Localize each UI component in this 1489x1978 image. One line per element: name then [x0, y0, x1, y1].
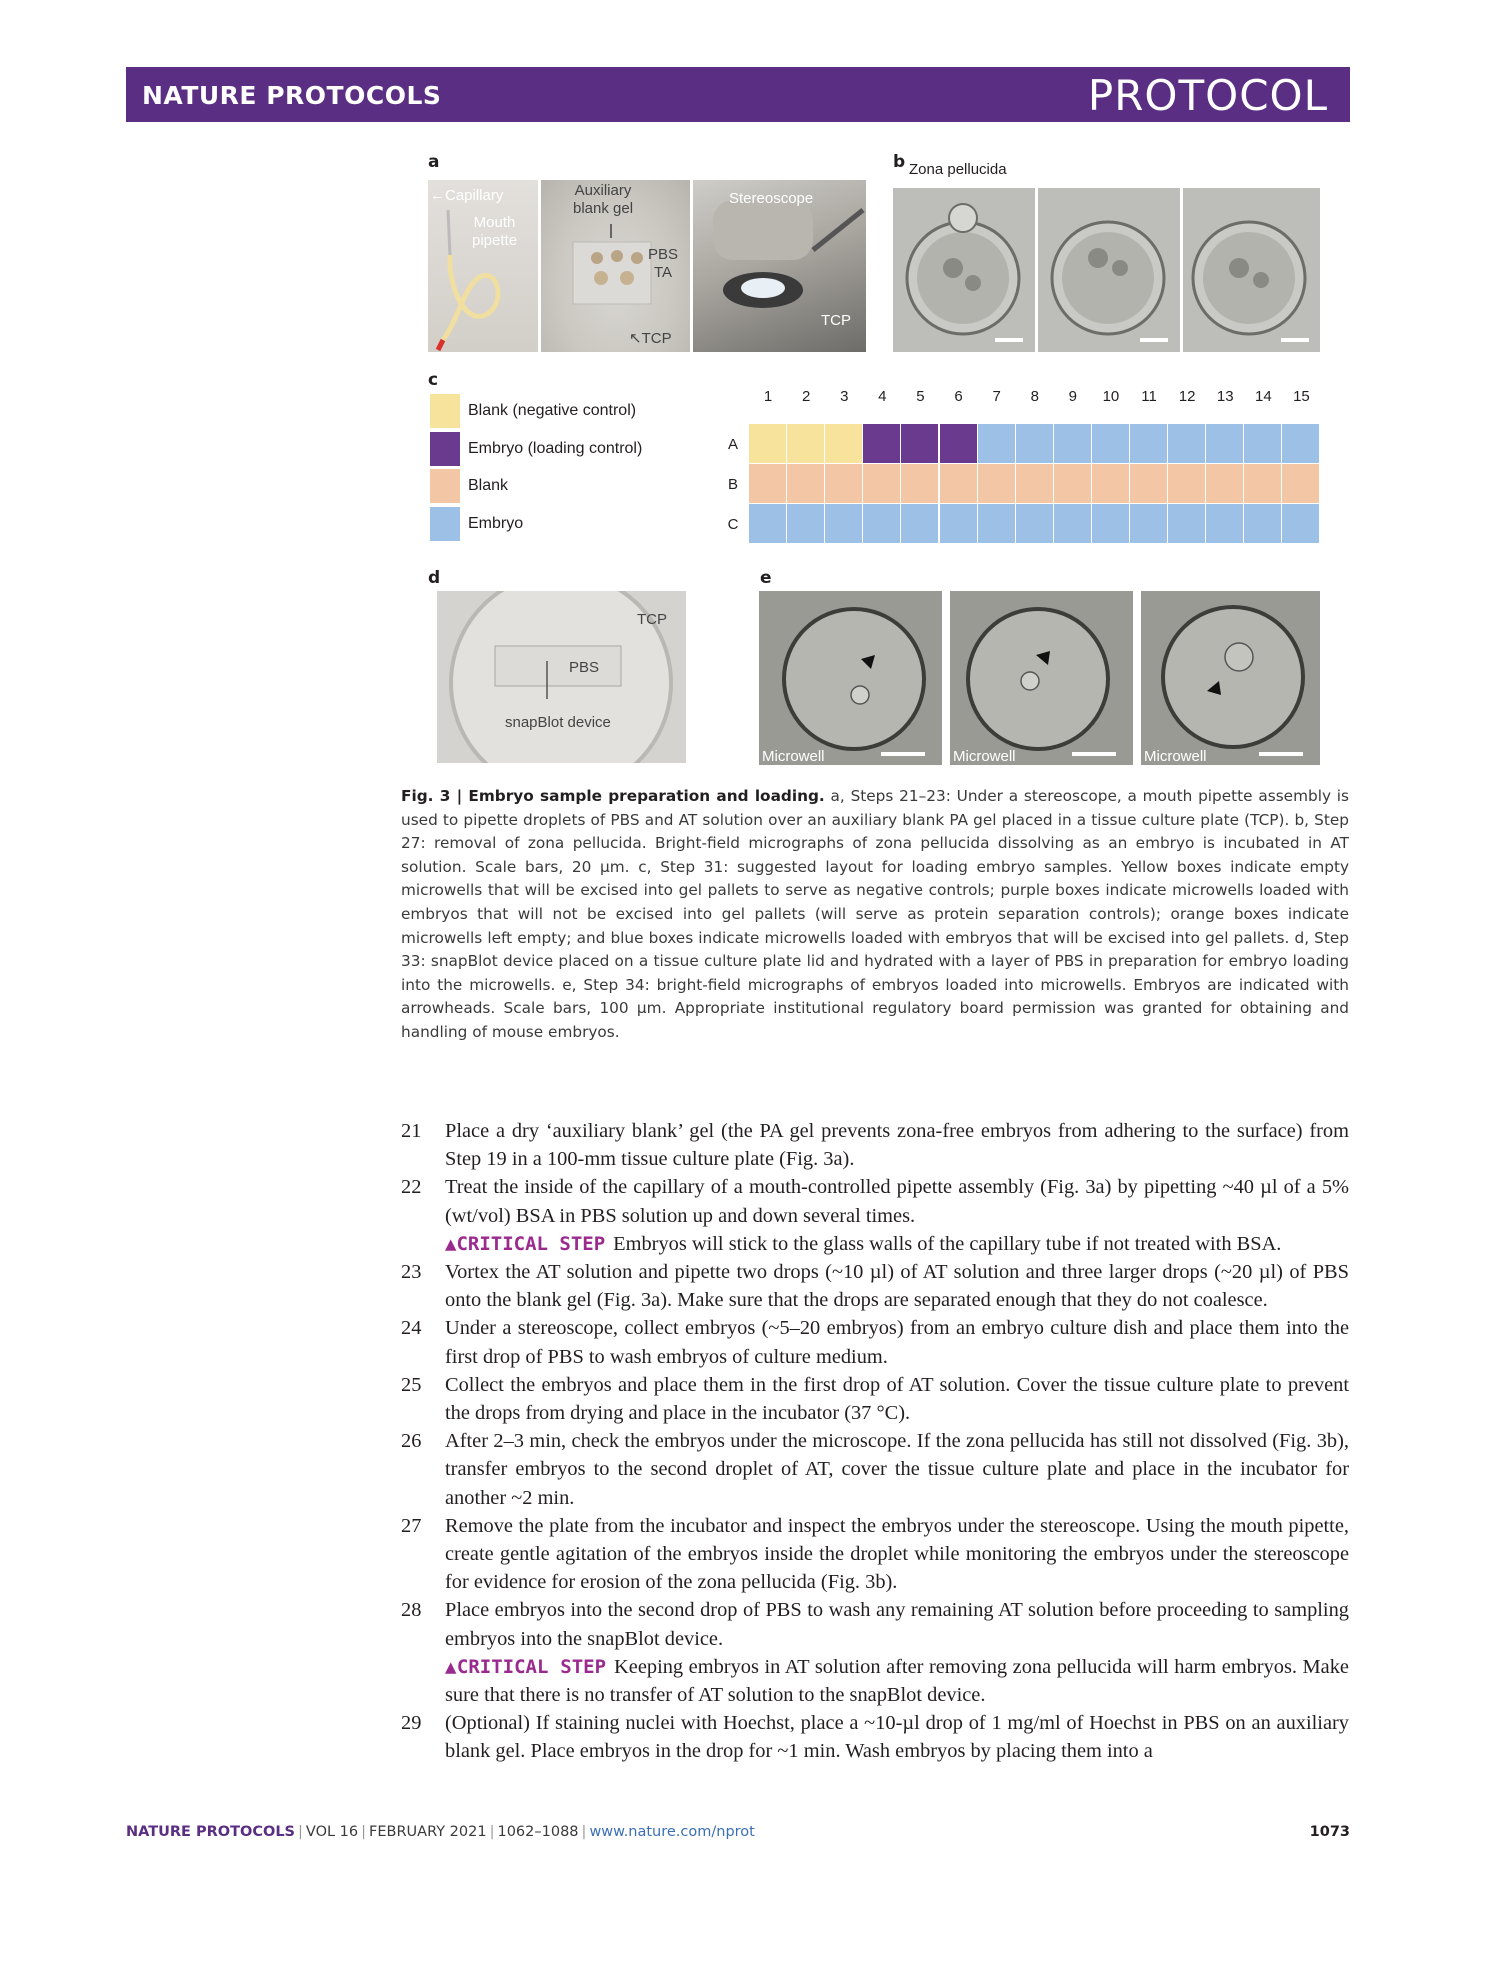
microwell-cell	[1016, 424, 1053, 463]
microwell-cell	[1244, 504, 1281, 543]
scale-bar	[1140, 338, 1168, 342]
procedure-step	[401, 1427, 1349, 1512]
step-text: Vortex the AT solution and pipette two drops (~10 µl) of AT solution and three larger drops (~20 µl) of PBS onto the blank gel (Fig. 3a). Make sure that the drops are separated enough that they do not coalesce.	[445, 1261, 1349, 1312]
microwell-cell	[1244, 464, 1281, 503]
microwell-cell	[749, 504, 786, 543]
procedure-step	[401, 1258, 1349, 1314]
column-number: 15	[1293, 388, 1310, 405]
microwell-cell	[1054, 464, 1091, 503]
microwell-cell	[863, 504, 900, 543]
microwell-cell	[1282, 504, 1319, 543]
step-number: 22	[401, 1176, 422, 1199]
microwell-cell	[940, 504, 977, 543]
step-number: 28	[401, 1599, 422, 1622]
critical-step-text: Embryos will stick to the glass walls of the capillary tube if not treated with BSA.	[613, 1232, 1282, 1255]
figure-caption-text: a, Steps 21–23: Under a stereoscope, a mouth pipette assembly is used to pipette droplets of PBS and AT solution over an auxiliary blank PA gel placed in a tissue culture plate (TCP). b, Step 27: removal of zona pellucida. Bright-field micrographs of zona pellucida dissolving as an embryo is incubated in AT solution. Scale bars, 20 μm. c, Step 31: suggested layout for loading embryo samples. Yellow boxes indicate empty microwells that will be excised into gel pallets to serve as negative controls; purple boxes indicate microwells loaded with embryos that will not be excised into gel pallets (will serve as protein separation controls); orange boxes indicate microwells left empty; and blue boxes indicate microwells loaded with embryos that will be excised into gel pallets. d, Step 33: snapBlot device placed on a tissue culture plate lid and hydrated with a layer of PBS in preparation for embryo loading into the microwells. e, Step 34: bright-field micrographs of embryos loaded into microwells. Embryos are indicated with arrowheads. Scale bars, 100 μm. Appropriate institutional regulatory board permission was granted for obtaining and handling of mouse embryos.	[401, 787, 1349, 1041]
zona-micrograph-3	[1183, 188, 1320, 352]
microwell-cell	[1206, 424, 1243, 463]
column-number: 11	[1141, 388, 1157, 405]
step-number: 23	[401, 1261, 422, 1284]
microwell-cell	[1054, 504, 1091, 543]
step-text: (Optional) If staining nuclei with Hoechst, place a ~10-µl drop of 1 mg/ml of Hoechst in PBS on an auxiliary blank gel. Place embryos in the drop for ~1 min. Wash embryos by placing them into a	[445, 1712, 1349, 1763]
column-number: 2	[801, 388, 811, 405]
microwell-cell	[940, 464, 977, 503]
microwell-cell	[1092, 424, 1129, 463]
step-number: 24	[401, 1317, 422, 1340]
column-number: 5	[916, 388, 925, 405]
legend-swatch	[430, 469, 460, 503]
scale-bar	[995, 338, 1023, 342]
tcp-right-label: TCP	[821, 312, 851, 329]
microwell-cell	[978, 464, 1015, 503]
step-number: 25	[401, 1373, 422, 1396]
microwell-cell	[1282, 424, 1319, 463]
column-number: 4	[878, 388, 887, 405]
microwell-cell	[1130, 504, 1167, 543]
microwell-cell	[1206, 464, 1243, 503]
microwell-cell	[1016, 504, 1053, 543]
microwell-micrograph-3	[1141, 591, 1320, 765]
microwell-cell	[901, 504, 938, 543]
microwell-micrograph-1-drawing	[759, 591, 942, 765]
microwell-micrograph-2-drawing	[950, 591, 1133, 765]
microwell-cell	[825, 464, 862, 503]
step-text: Under a stereoscope, collect embryos (~5–20 embryos) from an embryo culture dish and place them into the first drop of PBS to wash embryos of culture medium.	[445, 1317, 1349, 1368]
mouth-pipette-label: Mouth pipette	[472, 214, 518, 249]
capillary-label: ←Capillary	[430, 187, 504, 204]
snapblot-device-label: snapBlot device	[505, 714, 611, 731]
zona-micrograph-2-drawing	[1038, 188, 1180, 352]
panel-a-letter: a	[428, 152, 440, 172]
column-number: 9	[1068, 388, 1078, 405]
microwell-cell	[1130, 424, 1167, 463]
microwell-cell	[1244, 424, 1281, 463]
figure-caption-label: Fig. 3 | Embryo sample preparation and loading.	[401, 787, 825, 805]
tcp-left-label: ↖TCP	[629, 330, 672, 347]
step-text: Treat the inside of the capillary of a mouth-controlled pipette assembly (Fig. 3a) by pipetting ~40 µl of a 5% (wt/vol) BSA in PBS solution up and down several times.	[445, 1176, 1349, 1227]
column-number: 12	[1178, 388, 1196, 405]
procedure-step	[401, 1709, 1349, 1765]
microwell-cell	[787, 504, 824, 543]
step-number: 27	[401, 1514, 422, 1537]
microwell-cell	[1168, 504, 1205, 543]
footer-pages: 1062–1088	[497, 1824, 579, 1840]
microwell-label: Microwell	[762, 748, 825, 765]
legend-label: Blank	[468, 477, 509, 494]
critical-step	[401, 1653, 1349, 1709]
microwell-cell	[1054, 424, 1091, 463]
column-number: 8	[1030, 388, 1039, 405]
auxiliary-gel-label: Auxiliary blank gel	[573, 182, 634, 217]
microwell-cell	[901, 464, 938, 503]
microwell-micrograph-3-drawing	[1141, 591, 1320, 765]
mouth-pipette-drawing	[428, 180, 538, 352]
step-number: 29	[401, 1712, 422, 1735]
pbs-label: PBS	[569, 659, 600, 676]
microwell-cell	[825, 424, 862, 463]
procedure-step	[401, 1117, 1349, 1173]
procedure-step	[401, 1173, 1349, 1229]
step-number: 21	[401, 1120, 422, 1142]
zona-micrograph-2	[1038, 188, 1180, 352]
legend-label: Embryo	[468, 515, 524, 532]
footer-volume: VOL 16	[305, 1824, 359, 1840]
procedure-steps	[401, 1117, 1349, 1766]
page-number: 1073	[1309, 1824, 1350, 1840]
row-letter: A	[727, 436, 738, 453]
figure-caption	[401, 785, 1349, 1045]
footer-journal: NATURE PROTOCOLS	[126, 1824, 296, 1840]
column-number: 10	[1102, 388, 1120, 405]
microwell-cell	[863, 464, 900, 503]
column-number: 1	[763, 388, 773, 405]
step-text: Collect the embryos and place them in the first drop of AT solution. Cover the tissue culture plate to prevent the drops from drying and place in the incubator (37 °C).	[445, 1373, 1349, 1425]
auxiliary-gel-photo	[541, 180, 690, 352]
microwell-cell	[978, 504, 1015, 543]
journal-name: NATURE PROTOCOLS	[142, 81, 442, 110]
microwell-cell	[825, 504, 862, 543]
article-type: PROTOCOL	[1087, 71, 1328, 120]
pbs-ta-label: PBS TA	[648, 246, 679, 281]
footer-url-link[interactable]: www.nature.com/nprot	[589, 1824, 755, 1840]
column-number: 3	[840, 388, 849, 405]
column-number: 14	[1255, 388, 1272, 405]
step-text: Remove the plate from the incubator and inspect the embryos under the stereoscope. Using the mouth pipette, create gentle agitation of the embryos inside the droplet while monitoring the embryos under the stereoscope for evidence for erosion of the zona pellucida (Fig. 3b).	[445, 1514, 1349, 1594]
tcp-label: TCP	[637, 611, 667, 628]
microwell-cell	[749, 424, 786, 463]
microwell-cell	[787, 464, 824, 503]
scale-bar	[1072, 752, 1116, 756]
microwell-cell	[1016, 464, 1053, 503]
procedure-step	[401, 1371, 1349, 1427]
microwell-label: Microwell	[953, 748, 1016, 765]
column-number: 6	[954, 388, 963, 405]
step-text: Place embryos into the second drop of PBS to wash any remaining AT solution before proceeding to sampling embryos into the snapBlot device.	[445, 1599, 1349, 1650]
snapblot-device-photo	[437, 591, 686, 763]
legend-label: Embryo (loading control)	[468, 440, 643, 457]
column-number: 7	[992, 388, 1001, 405]
procedure-step	[401, 1314, 1349, 1370]
step-number: 26	[401, 1430, 422, 1453]
scale-bar	[1281, 338, 1309, 342]
microwell-cell	[1206, 504, 1243, 543]
scale-bar	[1259, 752, 1303, 756]
microwell-cell	[1092, 504, 1129, 543]
microwell-cell	[1130, 464, 1167, 503]
critical-step	[401, 1230, 1349, 1258]
zona-pellucida-label: Zona pellucida	[909, 161, 1007, 178]
microwell-cell	[1092, 464, 1129, 503]
microwell-cell	[787, 424, 824, 463]
microwell-cell	[1168, 424, 1205, 463]
legend-label: Blank (negative control)	[468, 402, 637, 419]
stereoscope-label: Stereoscope	[729, 190, 814, 207]
zona-micrograph-1	[893, 188, 1035, 352]
microwell-cell	[940, 424, 977, 463]
zona-micrograph-3-drawing	[1183, 188, 1320, 352]
journal-header-bar	[126, 67, 1350, 122]
critical-step-label: ▲CRITICAL STEP	[445, 1655, 607, 1678]
microwell-cell	[901, 424, 938, 463]
mouth-pipette-photo	[428, 180, 538, 352]
scale-bar	[881, 752, 925, 756]
microwell-cell	[1168, 464, 1205, 503]
microwell-cell	[863, 424, 900, 463]
microwell-micrograph-2	[950, 591, 1133, 765]
row-letter: C	[727, 516, 739, 533]
microwell-micrograph-1	[759, 591, 942, 765]
row-letter: B	[727, 476, 738, 493]
legend-swatch	[430, 507, 460, 541]
critical-step-text: Keeping embryos in AT solution after removing zona pellucida will harm embryos. Make sure that there is no transfer of AT solution to the snapBlot device.	[445, 1655, 1349, 1707]
procedure-step	[401, 1512, 1349, 1597]
microwell-cell	[1282, 464, 1319, 503]
panel-e-letter: e	[760, 568, 772, 588]
microwell-label: Microwell	[1144, 748, 1207, 765]
panel-b-letter: b	[893, 152, 906, 172]
microwell-cell	[978, 424, 1015, 463]
step-text: Place a dry ‘auxiliary blank’ gel (the PA gel prevents zona-free embryos from adhering to the surface) from Step 19 in a 100-mm tissue culture plate (Fig. 3a).	[445, 1120, 1349, 1171]
zona-micrograph-1-drawing	[893, 188, 1035, 352]
legend-swatch	[430, 394, 460, 428]
panel-c-letter: c	[428, 370, 439, 390]
microwell-cell	[749, 464, 786, 503]
stereoscope-photo	[693, 180, 866, 352]
step-text: After 2–3 min, check the embryos under the microscope. If the zona pellucida has still not dissolved (Fig. 3b), transfer embryos to the second droplet of AT, cover the tissue culture plate and place in the incubator for another ~2 min.	[445, 1430, 1349, 1509]
procedure-step	[401, 1596, 1349, 1652]
column-number: 13	[1216, 388, 1234, 405]
legend-swatch	[430, 432, 460, 466]
panel-d-letter: d	[428, 568, 441, 588]
critical-step-label: ▲CRITICAL STEP	[445, 1232, 606, 1255]
footer-date: FEBRUARY 2021	[369, 1824, 487, 1840]
page-footer: NATURE PROTOCOLS | VOL 16 | FEBRUARY 2021 | 1062–1088 | www.nature.com/nprot 1073	[126, 1824, 1350, 1840]
